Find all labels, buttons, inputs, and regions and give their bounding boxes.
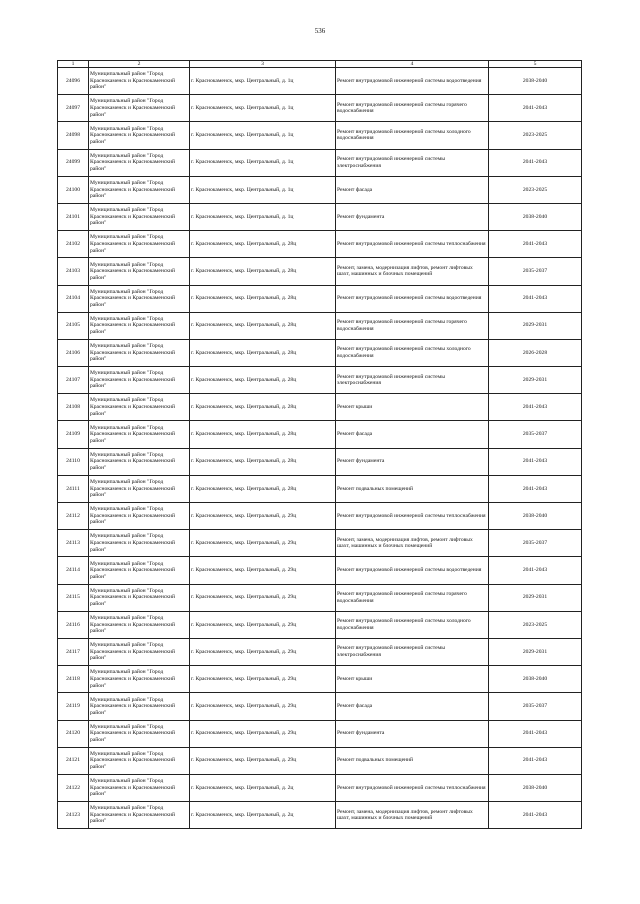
municipality-cell: Муниципальный район "Город Краснокаменск и Краснокаменский район" bbox=[89, 339, 190, 366]
address-cell: г. Краснокаменск, мкр. Центральный, д. 28ц bbox=[190, 339, 336, 366]
work-type-cell: Ремонт крыши bbox=[336, 666, 489, 693]
municipality-cell: Муниципальный район "Город Краснокаменск и Краснокаменский район" bbox=[89, 421, 190, 448]
municipality-cell: Муниципальный район "Город Краснокаменск и Краснокаменский район" bbox=[89, 231, 190, 258]
row-number: 24111 bbox=[58, 475, 89, 502]
row-number: 24122 bbox=[58, 774, 89, 801]
table-row bbox=[58, 421, 582, 448]
address-cell: г. Краснокаменск, мкр. Центральный, д. 28ц bbox=[190, 394, 336, 421]
table-row bbox=[58, 339, 582, 366]
row-number: 24114 bbox=[58, 557, 89, 584]
period-cell: 2041-2043 bbox=[489, 285, 582, 312]
work-type-cell: Ремонт фасада bbox=[336, 176, 489, 203]
address-cell: г. Краснокаменск, мкр. Центральный, д. 28ц bbox=[190, 448, 336, 475]
work-type-cell: Ремонт внутридомовой инженерной системы электроснабжения bbox=[336, 638, 489, 665]
row-number: 24118 bbox=[58, 666, 89, 693]
address-cell: г. Краснокаменск, мкр. Центральный, д. 1ц bbox=[190, 203, 336, 230]
address-cell: г. Краснокаменск, мкр. Центральный, д. 28ц bbox=[190, 231, 336, 258]
address-cell: г. Краснокаменск, мкр. Центральный, д. 29ц bbox=[190, 557, 336, 584]
header-row bbox=[58, 61, 582, 68]
period-cell: 2029-2031 bbox=[489, 638, 582, 665]
period-cell: 2038-2040 bbox=[489, 68, 582, 95]
row-number: 24115 bbox=[58, 584, 89, 611]
period-cell: 2038-2040 bbox=[489, 203, 582, 230]
work-type-cell: Ремонт фундамента bbox=[336, 720, 489, 747]
table-row bbox=[58, 448, 582, 475]
table-row bbox=[58, 367, 582, 394]
row-number: 24112 bbox=[58, 503, 89, 530]
municipality-cell: Муниципальный район "Город Краснокаменск и Краснокаменский район" bbox=[89, 203, 190, 230]
period-cell: 2023-2025 bbox=[489, 176, 582, 203]
period-cell: 2023-2025 bbox=[489, 611, 582, 638]
address-cell: г. Краснокаменск, мкр. Центральный, д. 28ц bbox=[190, 285, 336, 312]
table-row bbox=[58, 802, 582, 829]
work-type-cell: Ремонт, замена, модернизация лифтов, ремонт лифтовых шахт, машинных и блочных помещений bbox=[336, 258, 489, 285]
table-row bbox=[58, 611, 582, 638]
work-type-cell: Ремонт внутридомовой инженерной системы холодного водоснабжения bbox=[336, 611, 489, 638]
address-cell: г. Краснокаменск, мкр. Центральный, д. 1ц bbox=[190, 122, 336, 149]
period-cell: 2029-2031 bbox=[489, 312, 582, 339]
period-cell: 2029-2031 bbox=[489, 367, 582, 394]
work-type-cell: Ремонт внутридомовой инженерной системы электроснабжения bbox=[336, 149, 489, 176]
row-number: 24097 bbox=[58, 95, 89, 122]
work-type-cell: Ремонт фундамента bbox=[336, 203, 489, 230]
work-type-cell: Ремонт внутридомовой инженерной системы теплоснабжения bbox=[336, 774, 489, 801]
address-cell: г. Краснокаменск, мкр. Центральный, д. 2ц bbox=[190, 802, 336, 829]
address-cell: г. Краснокаменск, мкр. Центральный, д. 28ц bbox=[190, 367, 336, 394]
work-type-cell: Ремонт внутридомовой инженерной системы горячего водоснабжения bbox=[336, 312, 489, 339]
address-cell: г. Краснокаменск, мкр. Центральный, д. 28ц bbox=[190, 312, 336, 339]
table-row bbox=[58, 530, 582, 557]
municipality-cell: Муниципальный район "Город Краснокаменск и Краснокаменский район" bbox=[89, 747, 190, 774]
row-number: 24120 bbox=[58, 720, 89, 747]
table-row bbox=[58, 258, 582, 285]
row-number: 24119 bbox=[58, 693, 89, 720]
table-row bbox=[58, 176, 582, 203]
address-cell: г. Краснокаменск, мкр. Центральный, д. 1ц bbox=[190, 149, 336, 176]
table-row bbox=[58, 312, 582, 339]
period-cell: 2041-2043 bbox=[489, 720, 582, 747]
municipality-cell: Муниципальный район "Город Краснокаменск и Краснокаменский район" bbox=[89, 149, 190, 176]
table-row bbox=[58, 95, 582, 122]
work-type-cell: Ремонт внутридомовой инженерной системы водоотведения bbox=[336, 68, 489, 95]
municipality-cell: Муниципальный район "Город Краснокаменск и Краснокаменский район" bbox=[89, 68, 190, 95]
table-row bbox=[58, 666, 582, 693]
table-row bbox=[58, 747, 582, 774]
work-type-cell: Ремонт внутридомовой инженерной системы электроснабжения bbox=[336, 367, 489, 394]
table-row bbox=[58, 503, 582, 530]
municipality-cell: Муниципальный район "Город Краснокаменск и Краснокаменский район" bbox=[89, 448, 190, 475]
table-row bbox=[58, 68, 582, 95]
row-number: 24106 bbox=[58, 339, 89, 366]
header-col-5: 5 bbox=[489, 61, 582, 68]
period-cell: 2029-2031 bbox=[489, 584, 582, 611]
row-number: 24113 bbox=[58, 530, 89, 557]
row-number: 24110 bbox=[58, 448, 89, 475]
table-row bbox=[58, 203, 582, 230]
municipality-cell: Муниципальный район "Город Краснокаменск и Краснокаменский район" bbox=[89, 394, 190, 421]
period-cell: 2035-2037 bbox=[489, 693, 582, 720]
row-number: 24102 bbox=[58, 231, 89, 258]
municipality-cell: Муниципальный район "Город Краснокаменск и Краснокаменский район" bbox=[89, 584, 190, 611]
row-number: 24117 bbox=[58, 638, 89, 665]
row-number: 24098 bbox=[58, 122, 89, 149]
table-row bbox=[58, 285, 582, 312]
address-cell: г. Краснокаменск, мкр. Центральный, д. 29ц bbox=[190, 747, 336, 774]
period-cell: 2038-2040 bbox=[489, 666, 582, 693]
row-number: 24103 bbox=[58, 258, 89, 285]
header-col-4: 4 bbox=[336, 61, 489, 68]
municipality-cell: Муниципальный район "Город Краснокаменск и Краснокаменский район" bbox=[89, 802, 190, 829]
period-cell: 2041-2043 bbox=[489, 448, 582, 475]
table-header bbox=[58, 61, 582, 68]
work-type-cell: Ремонт внутридомовой инженерной системы холодного водоснабжения bbox=[336, 122, 489, 149]
municipality-cell: Муниципальный район "Город Краснокаменск и Краснокаменский район" bbox=[89, 720, 190, 747]
row-number: 24105 bbox=[58, 312, 89, 339]
work-type-cell: Ремонт подвальных помещений bbox=[336, 747, 489, 774]
table-row bbox=[58, 475, 582, 502]
period-cell: 2041-2043 bbox=[489, 394, 582, 421]
work-type-cell: Ремонт внутридомовой инженерной системы водоотведения bbox=[336, 557, 489, 584]
address-cell: г. Краснокаменск, мкр. Центральный, д. 29ц bbox=[190, 503, 336, 530]
row-number: 24109 bbox=[58, 421, 89, 448]
municipality-cell: Муниципальный район "Город Краснокаменск и Краснокаменский район" bbox=[89, 503, 190, 530]
table-row bbox=[58, 584, 582, 611]
period-cell: 2035-2037 bbox=[489, 258, 582, 285]
row-number: 24108 bbox=[58, 394, 89, 421]
period-cell: 2035-2037 bbox=[489, 530, 582, 557]
municipality-cell: Муниципальный район "Город Краснокаменск и Краснокаменский район" bbox=[89, 312, 190, 339]
registry-table bbox=[57, 60, 582, 829]
table-row bbox=[58, 557, 582, 584]
period-cell: 2041-2043 bbox=[489, 149, 582, 176]
municipality-cell: Муниципальный район "Город Краснокаменск и Краснокаменский район" bbox=[89, 666, 190, 693]
work-type-cell: Ремонт фундамента bbox=[336, 448, 489, 475]
row-number: 24121 bbox=[58, 747, 89, 774]
period-cell: 2041-2043 bbox=[489, 475, 582, 502]
row-number: 24116 bbox=[58, 611, 89, 638]
address-cell: г. Краснокаменск, мкр. Центральный, д. 28ц bbox=[190, 475, 336, 502]
period-cell: 2041-2043 bbox=[489, 747, 582, 774]
municipality-cell: Муниципальный район "Город Краснокаменск и Краснокаменский район" bbox=[89, 285, 190, 312]
period-cell: 2038-2040 bbox=[489, 774, 582, 801]
table-row bbox=[58, 774, 582, 801]
municipality-cell: Муниципальный район "Город Краснокаменск и Краснокаменский район" bbox=[89, 557, 190, 584]
row-number: 24107 bbox=[58, 367, 89, 394]
address-cell: г. Краснокаменск, мкр. Центральный, д. 1ц bbox=[190, 68, 336, 95]
municipality-cell: Муниципальный район "Город Краснокаменск и Краснокаменский район" bbox=[89, 611, 190, 638]
row-number: 24096 bbox=[58, 68, 89, 95]
work-type-cell: Ремонт подвальных помещений bbox=[336, 475, 489, 502]
address-cell: г. Краснокаменск, мкр. Центральный, д. 2ц bbox=[190, 774, 336, 801]
row-number: 24104 bbox=[58, 285, 89, 312]
work-type-cell: Ремонт внутридомовой инженерной системы холодного водоснабжения bbox=[336, 339, 489, 366]
address-cell: г. Краснокаменск, мкр. Центральный, д. 28ц bbox=[190, 258, 336, 285]
address-cell: г. Краснокаменск, мкр. Центральный, д. 29ц bbox=[190, 666, 336, 693]
table-body bbox=[58, 68, 582, 829]
municipality-cell: Муниципальный район "Город Краснокаменск и Краснокаменский район" bbox=[89, 774, 190, 801]
address-cell: г. Краснокаменск, мкр. Центральный, д. 29ц bbox=[190, 693, 336, 720]
municipality-cell: Муниципальный район "Город Краснокаменск и Краснокаменский район" bbox=[89, 176, 190, 203]
work-type-cell: Ремонт фасада bbox=[336, 693, 489, 720]
address-cell: г. Краснокаменск, мкр. Центральный, д. 29ц bbox=[190, 611, 336, 638]
table-row bbox=[58, 638, 582, 665]
work-type-cell: Ремонт внутридомовой инженерной системы горячего водоснабжения bbox=[336, 95, 489, 122]
header-col-1: 1 bbox=[58, 61, 89, 68]
page-number: 536 bbox=[314, 27, 326, 35]
work-type-cell: Ремонт внутридомовой инженерной системы теплоснабжения bbox=[336, 231, 489, 258]
header-col-2: 2 bbox=[89, 61, 190, 68]
table-row bbox=[58, 149, 582, 176]
address-cell: г. Краснокаменск, мкр. Центральный, д. 29ц bbox=[190, 720, 336, 747]
municipality-cell: Муниципальный район "Город Краснокаменск и Краснокаменский район" bbox=[89, 258, 190, 285]
address-cell: г. Краснокаменск, мкр. Центральный, д. 29ц bbox=[190, 584, 336, 611]
municipality-cell: Муниципальный район "Город Краснокаменск и Краснокаменский район" bbox=[89, 475, 190, 502]
municipality-cell: Муниципальный район "Город Краснокаменск и Краснокаменский район" bbox=[89, 693, 190, 720]
period-cell: 2041-2043 bbox=[489, 557, 582, 584]
work-type-cell: Ремонт, замена, модернизация лифтов, ремонт лифтовых шахт, машинных и блочных помещений bbox=[336, 802, 489, 829]
period-cell: 2041-2043 bbox=[489, 95, 582, 122]
period-cell: 2041-2043 bbox=[489, 802, 582, 829]
address-cell: г. Краснокаменск, мкр. Центральный, д. 1ц bbox=[190, 176, 336, 203]
address-cell: г. Краснокаменск, мкр. Центральный, д. 28ц bbox=[190, 421, 336, 448]
municipality-cell: Муниципальный район "Город Краснокаменск и Краснокаменский район" bbox=[89, 638, 190, 665]
municipality-cell: Муниципальный район "Город Краснокаменск и Краснокаменский район" bbox=[89, 367, 190, 394]
row-number: 24100 bbox=[58, 176, 89, 203]
period-cell: 2038-2040 bbox=[489, 503, 582, 530]
period-cell: 2026-2028 bbox=[489, 339, 582, 366]
municipality-cell: Муниципальный район "Город Краснокаменск и Краснокаменский район" bbox=[89, 122, 190, 149]
address-cell: г. Краснокаменск, мкр. Центральный, д. 29ц bbox=[190, 638, 336, 665]
work-type-cell: Ремонт внутридомовой инженерной системы водоотведения bbox=[336, 285, 489, 312]
address-cell: г. Краснокаменск, мкр. Центральный, д. 29ц bbox=[190, 530, 336, 557]
address-cell: г. Краснокаменск, мкр. Центральный, д. 1ц bbox=[190, 95, 336, 122]
period-cell: 2035-2037 bbox=[489, 421, 582, 448]
work-type-cell: Ремонт крыши bbox=[336, 394, 489, 421]
table-row bbox=[58, 693, 582, 720]
work-type-cell: Ремонт внутридомовой инженерной системы теплоснабжения bbox=[336, 503, 489, 530]
row-number: 24101 bbox=[58, 203, 89, 230]
period-cell: 2041-2043 bbox=[489, 231, 582, 258]
table-row bbox=[58, 720, 582, 747]
work-type-cell: Ремонт внутридомовой инженерной системы горячего водоснабжения bbox=[336, 584, 489, 611]
work-type-cell: Ремонт фасада bbox=[336, 421, 489, 448]
row-number: 24099 bbox=[58, 149, 89, 176]
municipality-cell: Муниципальный район "Город Краснокаменск и Краснокаменский район" bbox=[89, 95, 190, 122]
table-row bbox=[58, 122, 582, 149]
row-number: 24123 bbox=[58, 802, 89, 829]
period-cell: 2023-2025 bbox=[489, 122, 582, 149]
work-type-cell: Ремонт, замена, модернизация лифтов, ремонт лифтовых шахт, машинных и блочных помещений bbox=[336, 530, 489, 557]
header-col-3: 3 bbox=[190, 61, 336, 68]
municipality-cell: Муниципальный район "Город Краснокаменск и Краснокаменский район" bbox=[89, 530, 190, 557]
table-row bbox=[58, 231, 582, 258]
table-row bbox=[58, 394, 582, 421]
